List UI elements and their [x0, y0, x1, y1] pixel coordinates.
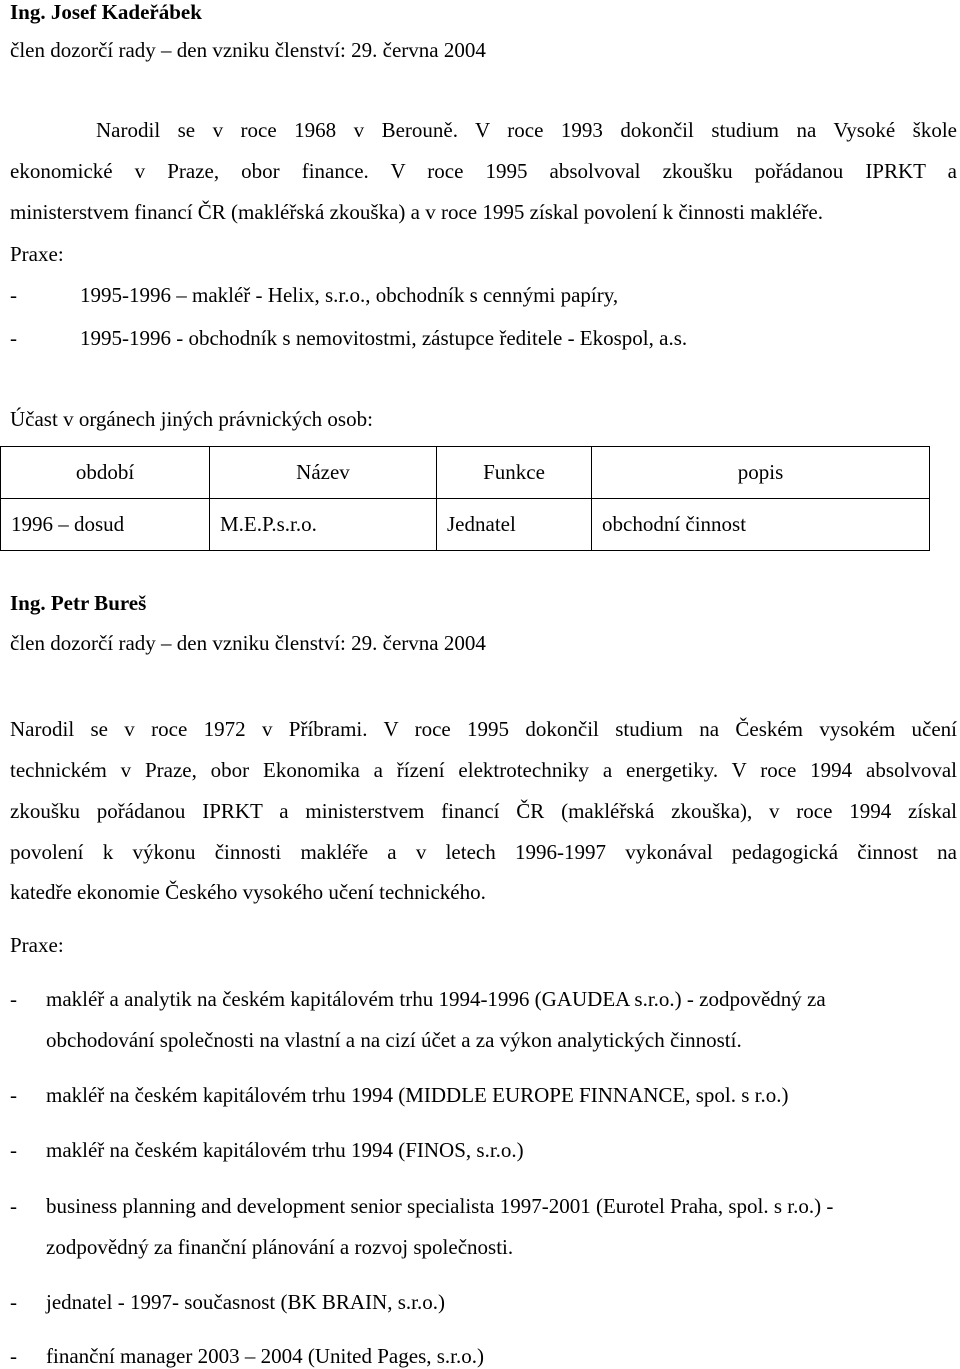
person1-praxe-item-2: 1995-1996 - obchodník s nemovitostmi, zástupce ředitele - Ekospol, a.s. — [80, 326, 688, 350]
person2-bio-line-5: katedře ekonomie Českého vysokého učení technického. — [10, 880, 486, 904]
person2-bio-line-4: povolení k výkonu činnosti makléře a v letech 1996-1997 vykonával pedagogická činnost na — [10, 840, 957, 864]
person1-bio-line-2: ekonomické v Praze, obor finance. V roce 1995 absolvoval zkoušku pořádanou IPRKT a — [10, 159, 957, 183]
person1-bio-line-3: ministerstvem financí ČR (makléřská zkouška) a v roce 1995 získal povolení k činnosti makléře. — [10, 200, 823, 224]
person2-praxe-item-4-line-2: zodpovědný za finanční plánování a rozvoj společnosti. — [46, 1235, 514, 1259]
table-header-cell: Název — [210, 447, 437, 499]
person2-praxe-item-1-line-2: obchodování společnosti na vlastní a na cizí účet a za výkon analytických činností. — [46, 1028, 742, 1052]
table-header-cell: období — [1, 447, 210, 499]
person2-praxe-dash-1: - — [10, 987, 17, 1011]
table-cell: Jednatel — [437, 499, 592, 551]
person1-praxe-item-1: 1995-1996 – makléř - Helix, s.r.o., obchodník s cennými papíry, — [80, 283, 619, 307]
person2-praxe-dash-5: - — [10, 1290, 17, 1314]
person1-praxe-dash-1: - — [10, 283, 17, 307]
table-cell: M.E.P.s.r.o. — [210, 499, 437, 551]
person2-praxe-dash-6: - — [10, 1344, 17, 1368]
table-cell: 1996 – dosud — [1, 499, 210, 551]
person2-praxe-label: Praxe: — [10, 933, 64, 957]
participation-table — [0, 446, 930, 551]
table-header-cell: Funkce — [437, 447, 592, 499]
person2-bio-line-3: zkoušku pořádanou IPRKT a ministerstvem financí ČR (makléřská zkouška), v roce 1994 získal — [10, 799, 957, 823]
participation-heading: Účast v orgánech jiných právnických osob: — [10, 407, 373, 431]
person1-name: Ing. Josef Kadeřábek — [10, 0, 202, 24]
person2-praxe-dash-4: - — [10, 1194, 17, 1218]
person1-praxe-dash-2: - — [10, 326, 17, 350]
person1-bio-line-1: Narodil se v roce 1968 v Berouně. V roce 1993 dokončil studium na Vysoké škole — [96, 118, 957, 142]
person2-name: Ing. Petr Bureš — [10, 591, 147, 615]
table-header-row — [1, 447, 930, 499]
table-row — [1, 499, 930, 551]
person2-praxe-item-4-line-1: business planning and development senior specialista 1997-2001 (Eurotel Praha, spol. s r.o.) - — [46, 1194, 834, 1218]
table-header-cell: popis — [592, 447, 930, 499]
person2-praxe-dash-3: - — [10, 1138, 17, 1162]
person2-praxe-item-2: makléř na českém kapitálovém trhu 1994 (MIDDLE EUROPE FINNANCE, spol. s r.o.) — [46, 1083, 789, 1107]
person2-bio-line-1: Narodil se v roce 1972 v Příbrami. V roce 1995 dokončil studium na Českém vysokém učení — [10, 717, 957, 741]
person2-bio-line-2: technickém v Praze, obor Ekonomika a řízení elektrotechniky a energetiky. V roce 1994 absolvoval — [10, 758, 957, 782]
table-cell: obchodní činnost — [592, 499, 930, 551]
person2-praxe-item-6: finanční manager 2003 – 2004 (United Pages, s.r.o.) — [46, 1344, 484, 1368]
person2-praxe-item-3: makléř na českém kapitálovém trhu 1994 (FINOS, s.r.o.) — [46, 1138, 524, 1162]
person1-praxe-label: Praxe: — [10, 242, 64, 266]
person2-praxe-item-1-line-1: makléř a analytik na českém kapitálovém trhu 1994-1996 (GAUDEA s.r.o.) - zodpovědný za — [46, 987, 826, 1011]
person2-role: člen dozorčí rady – den vzniku členství: 29. června 2004 — [10, 631, 486, 655]
person1-role: člen dozorčí rady – den vzniku členství: 29. června 2004 — [10, 38, 486, 62]
person2-praxe-item-5: jednatel - 1997- současnost (BK BRAIN, s.r.o.) — [46, 1290, 445, 1314]
person2-praxe-dash-2: - — [10, 1083, 17, 1107]
